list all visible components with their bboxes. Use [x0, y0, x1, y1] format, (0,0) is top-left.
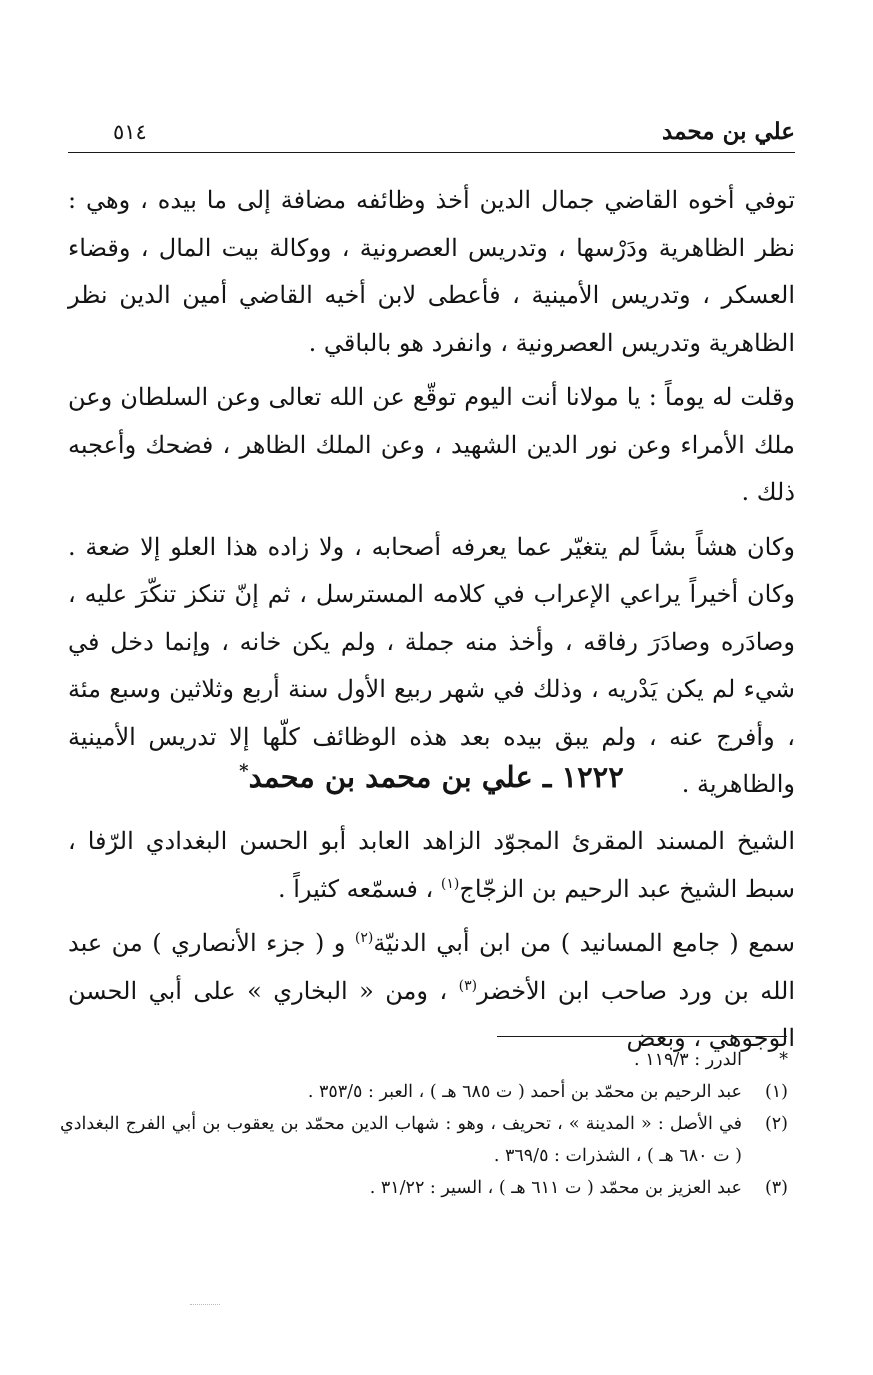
- entry-heading-marker: *: [239, 760, 249, 782]
- paragraph-2: وقلت له يوماً : يا مولانا أنت اليوم توقّع عن الله تعالى وعن السلطان وعن ملك الأمراء وعن نور الدين الشهيد ، وعن الملك الظاهر ، فضحك وأعجبه ذلك .: [68, 383, 795, 506]
- scan-artifact: [190, 1304, 220, 1305]
- paragraph-3: وكان هشاً بشاً لم يتغيّر عما يعرفه أصحابه ، ولا زاده هذا العلو إلا ضعة . وكان أخيراً يراعي الإعراب في كلامه المسترسل ، ثم إنّ تنكز تنكّرَ عليه ، وصادَره وصادَرَ رفاقه ، وأخذ منه جملة ، ولم يكن خانه ، وإنما دخل في شيء لم يكن يَدْريه ، وذلك في شهر ربيع الأول سنة أربع وثلاثين وسبع مئة ، وأفرج عنه ، ولم يبق بيده بعد هذه الوظائف كلّها إلا تدريس الأمينية والظاهرية .: [68, 532, 795, 798]
- entry-paragraph-2: [68, 920, 795, 1063]
- footnote-number: (٣): [764, 1178, 788, 1198]
- page-header: [68, 118, 795, 152]
- entry-p1-text-b: ، فسمّعه كثيراً .: [277, 874, 441, 903]
- footnote-1: [60, 1076, 788, 1108]
- footnote-source: [60, 1044, 788, 1076]
- footnote-number: *: [779, 1050, 788, 1070]
- footnote-2: [60, 1108, 788, 1172]
- footnote-text: في الأصل : « المدينة » ، تحريف ، وهو : شهاب الدين محمّد بن يعقوب بن أبي الفرج البغدادي ( ت ٦٨٠ هـ ) ، الشذرات : ٣٦٩/٥ .: [60, 1114, 742, 1166]
- paragraph-1: توفي أخوه القاضي جمال الدين أخذ وظائفه مضافة إلى ما بيده ، وهي : نظر الظاهرية ودَرْسها ، وتدريس العصرونية ، ووكالة بيت المال ، وقضاء العسكر ، وتدريس الأمينية ، فأعطى لابن أخيه القاضي أمين الدين نظر الظاهرية وتدريس العصرونية ، وانفرد هو بالباقي .: [68, 186, 795, 357]
- entry-p2-text-b: و ( جزء الأنصاري ) من عبد الله بن ورد صاحب ابن الأخضر: [68, 929, 795, 1005]
- entry-p2-text-c: ، ومن « البخاري » على أبي الحسن الوجوهي ، وبعض: [68, 976, 795, 1052]
- footnote-ref-2: (٢): [354, 930, 374, 946]
- footnote-text: عبد العزيز بن محمّد ( ت ٦١١ هـ ) ، السير : ٣١/٢٢ .: [369, 1178, 742, 1198]
- footnote-text: الدرر : ١١٩/٣ .: [634, 1050, 742, 1070]
- entry-p2-text-a: سمع ( جامع المسانيد ) من ابن أبي الدنيّة: [373, 929, 796, 957]
- footnote-rule: [497, 1036, 787, 1037]
- footnote-ref-3: (٣): [458, 977, 478, 994]
- entry-paragraph-1: [68, 818, 795, 913]
- footnote-text: عبد الرحيم بن محمّد بن أحمد ( ت ٦٨٥ هـ ) ، العبر : ٣٥٣/٥ .: [307, 1082, 742, 1102]
- entry-heading: [68, 760, 795, 794]
- header-rule: [68, 152, 795, 153]
- footnotes: [60, 1044, 788, 1204]
- footnote-ref-1: (١): [440, 875, 460, 892]
- entry-p1-text-a: الشيخ المسند المقرئ المجوّد الزاهد العابد أبو الحسن البغدادي الرّفا ، سبط الشيخ عبد الرحيم بن الزجّاج: [68, 827, 795, 903]
- page-number: ٥١٤: [113, 120, 147, 144]
- footnote-number: (١): [764, 1082, 788, 1102]
- footnote-number: (٢): [764, 1114, 788, 1134]
- footnote-3: [60, 1172, 788, 1204]
- entry-body: [68, 818, 795, 1063]
- entry-heading-text: ١٢٢٢ ـ علي بن محمد بن محمد: [248, 760, 624, 794]
- running-title: علي بن محمد: [662, 118, 795, 145]
- continued-biography: [68, 177, 795, 809]
